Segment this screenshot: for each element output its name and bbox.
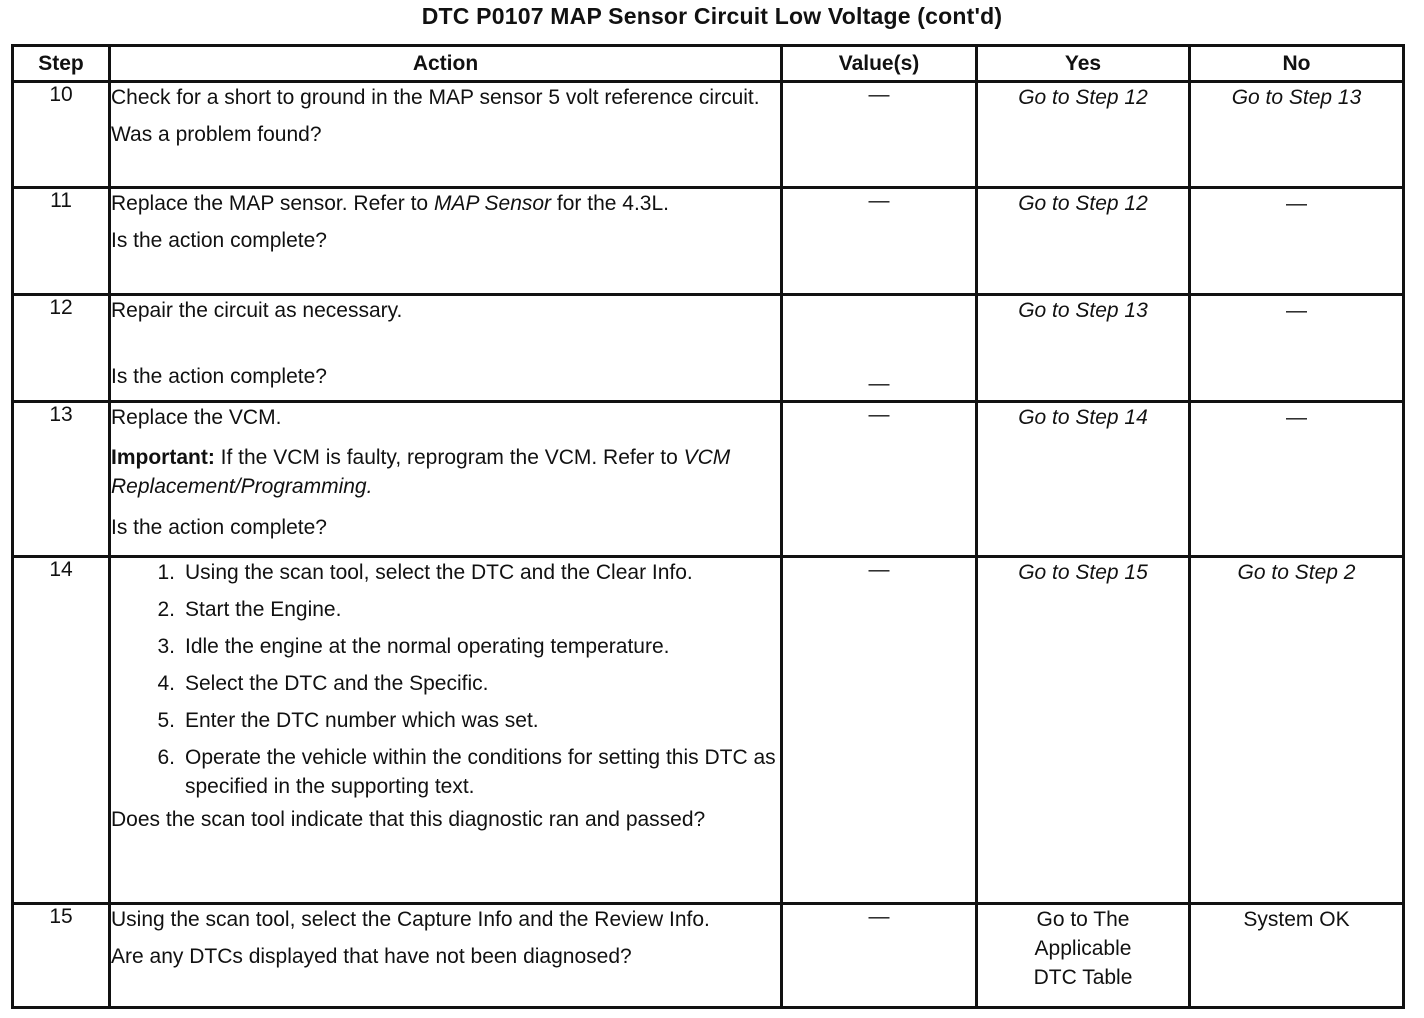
table-header-row <box>13 46 1404 82</box>
item-number: 6. <box>157 746 175 769</box>
important-text: If the VCM is faulty, reprogram the VCM. Refer to <box>214 446 684 469</box>
procedure-list <box>111 558 780 801</box>
table-row <box>13 557 1404 904</box>
action-text: Repair the circuit as necessary. <box>111 299 403 322</box>
action-text-part: Replace the MAP sensor. Refer to <box>111 192 434 215</box>
action-text <box>111 189 691 218</box>
action-cell <box>110 557 782 904</box>
yes-cell: Go to Step 13 <box>977 295 1190 402</box>
item-text: Using the scan tool, select the DTC and the Clear Info. <box>185 561 693 584</box>
item-number: 2. <box>157 598 175 621</box>
action-text: Check for a short to ground in the MAP sensor 5 volt reference circuit. <box>111 86 760 109</box>
item-text: Idle the engine at the normal operating temperature. <box>185 635 670 658</box>
no-cell: Go to Step 13 <box>1190 82 1404 188</box>
important-label: Important: <box>111 446 215 469</box>
value-cell: — <box>782 402 977 557</box>
action-question: Is the action complete? <box>111 365 327 388</box>
value-cell: — <box>782 295 977 402</box>
header-yes: Yes <box>977 46 1190 82</box>
no-cell: — <box>1190 188 1404 295</box>
list-item <box>111 632 780 661</box>
yes-cell: Go to Step 12 <box>977 82 1190 188</box>
header-action: Action <box>110 46 782 82</box>
no-cell: — <box>1190 402 1404 557</box>
yes-cell: Go to Step 12 <box>977 188 1190 295</box>
action-question: Are any DTCs displayed that have not been diagnosed? <box>111 945 632 968</box>
item-number: 4. <box>157 672 175 695</box>
action-text: Using the scan tool, select the Capture Info and the Review Info. <box>111 908 710 931</box>
table-row <box>13 402 1404 557</box>
value-cell: — <box>782 82 977 188</box>
step-number: 11 <box>13 188 110 295</box>
item-number: 5. <box>157 709 175 732</box>
action-question: Does the scan tool indicate that this diagnostic ran and passed? <box>111 808 706 831</box>
header-step: Step <box>13 46 110 82</box>
list-item <box>111 669 780 698</box>
item-text: Operate the vehicle within the conditions for setting this DTC as specified in the supporting text. <box>185 746 776 798</box>
item-number: 1. <box>157 561 175 584</box>
yes-text: Go to The Applicable DTC Table <box>1033 908 1133 989</box>
no-cell: Go to Step 2 <box>1190 557 1404 904</box>
action-question: Was a problem found? <box>111 123 322 146</box>
no-cell: — <box>1190 295 1404 402</box>
list-item <box>111 558 780 587</box>
action-cell <box>110 82 782 188</box>
step-number: 15 <box>13 904 110 1008</box>
action-text: Replace the VCM. <box>111 406 282 429</box>
action-cell <box>110 904 782 1008</box>
action-cell <box>110 295 782 402</box>
yes-cell: Go to Step 15 <box>977 557 1190 904</box>
item-text: Select the DTC and the Specific. <box>185 672 489 695</box>
important-note <box>111 443 780 501</box>
yes-cell: Go to Step 14 <box>977 402 1190 557</box>
action-text-part: for the 4.3L. <box>551 192 669 215</box>
table-row <box>13 904 1404 1008</box>
yes-cell <box>977 904 1190 1008</box>
list-item <box>111 706 780 735</box>
item-text: Enter the DTC number which was set. <box>185 709 539 732</box>
step-number: 12 <box>13 295 110 402</box>
map-sensor-reference: MAP Sensor <box>433 192 552 215</box>
step-number: 10 <box>13 82 110 188</box>
action-cell <box>110 402 782 557</box>
header-values: Value(s) <box>782 46 977 82</box>
item-text: Start the Engine. <box>185 598 342 621</box>
step-number: 13 <box>13 402 110 557</box>
list-item <box>111 595 780 624</box>
diagnostic-table <box>11 44 1405 1009</box>
table-row <box>13 295 1404 402</box>
step-number: 14 <box>13 557 110 904</box>
value-cell: — <box>782 557 977 904</box>
page-title: DTC P0107 MAP Sensor Circuit Low Voltage (cont'd) <box>421 3 1003 29</box>
table-row <box>13 82 1404 188</box>
item-number: 3. <box>157 635 175 658</box>
no-cell: System OK <box>1190 904 1404 1008</box>
header-no: No <box>1190 46 1404 82</box>
value-cell: — <box>782 904 977 1008</box>
value-cell: — <box>782 188 977 295</box>
list-item <box>111 743 780 801</box>
action-question: Is the action complete? <box>111 516 327 539</box>
table-row <box>13 188 1404 295</box>
action-cell <box>110 188 782 295</box>
action-question: Is the action complete? <box>111 229 327 252</box>
vcm-programming-reference: VCM Replacement/Programming. <box>111 446 731 498</box>
